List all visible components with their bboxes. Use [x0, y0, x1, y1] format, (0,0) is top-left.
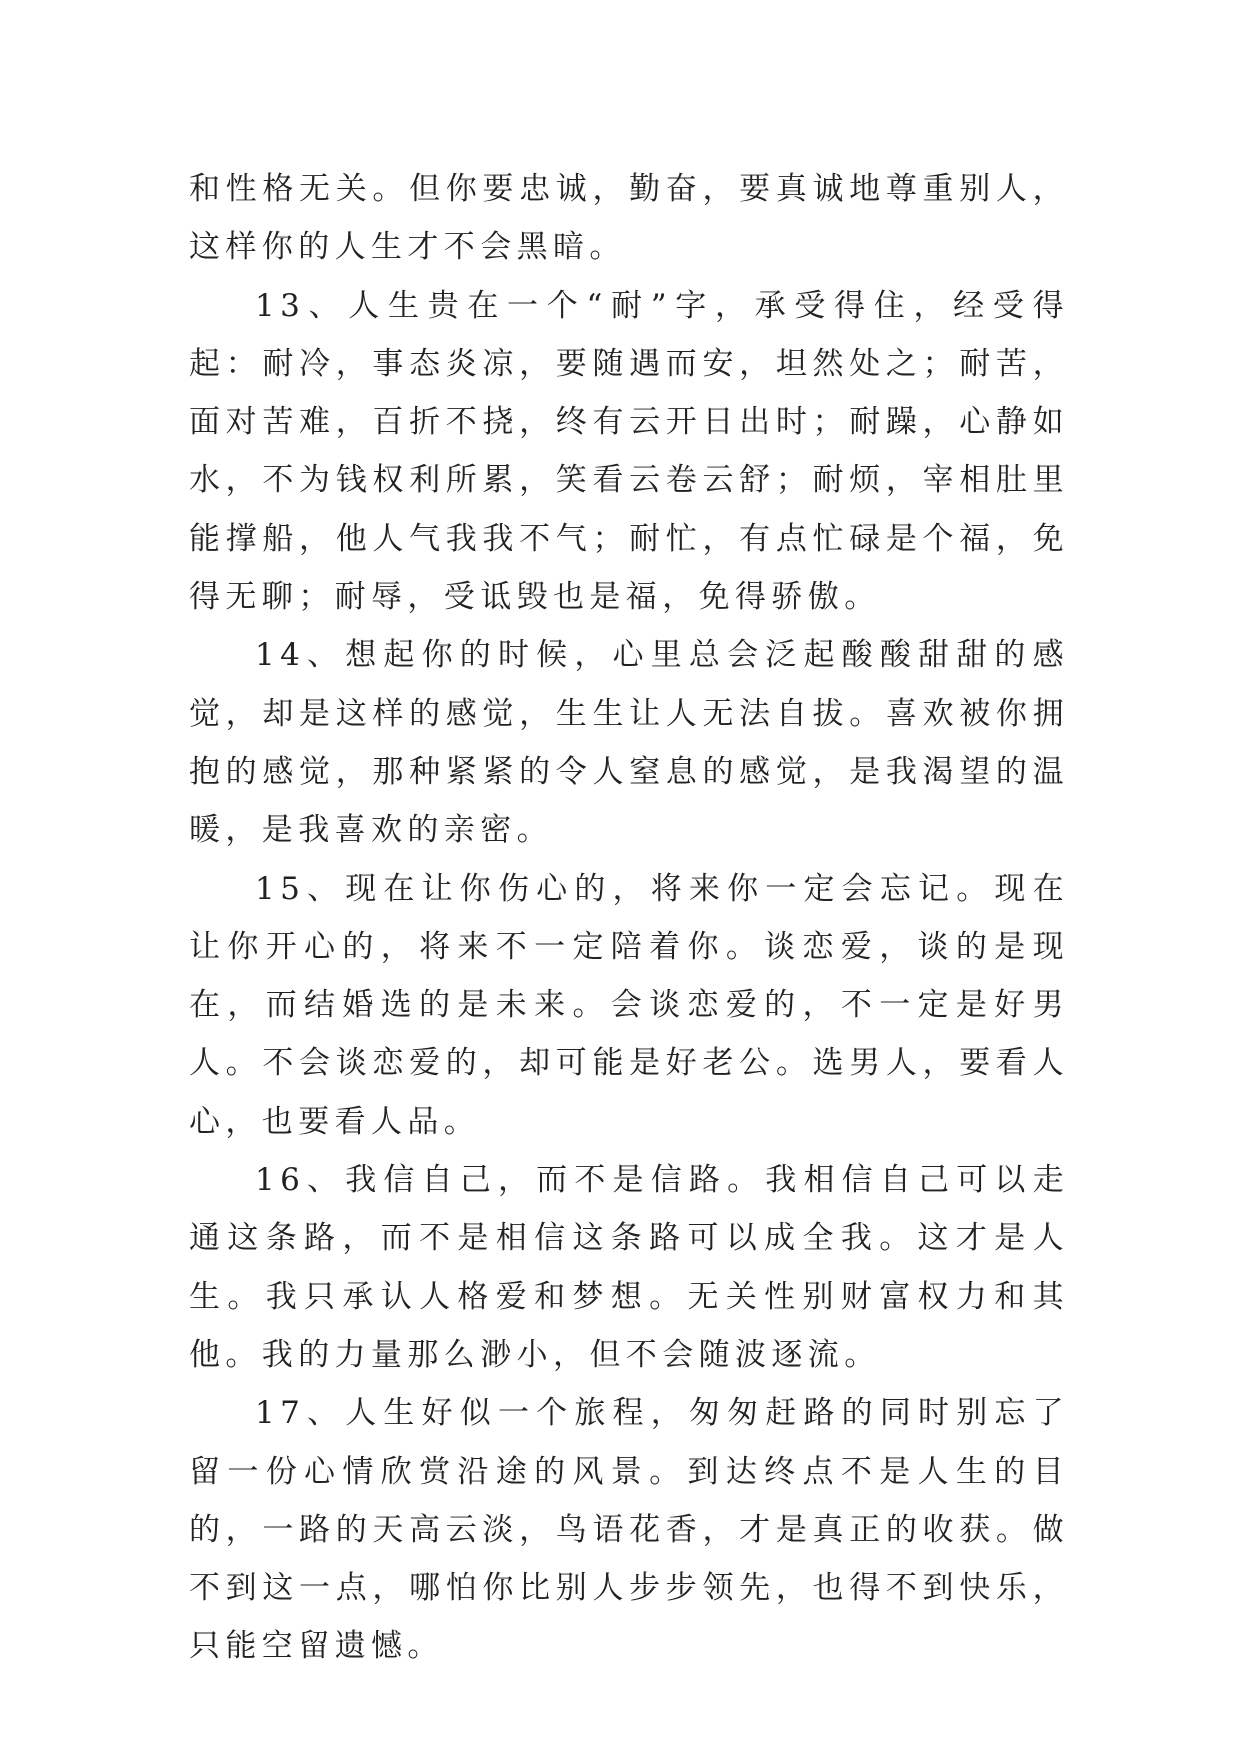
paragraph-14: 14、想起你的时候，心里总会泛起酸酸甜甜的感觉，却是这样的感觉，生生让人无法自拔。喜欢被你拥抱的感觉，那种紧紧的令人窒息的感觉，是我渴望的温暖，是我喜欢的亲密。 — [189, 637, 1069, 849]
paragraph-15: 15、现在让你伤心的，将来你一定会忘记。现在让你开心的，将来不一定陪着你。谈恋爱，谈的是现在，而结婚选的是未来。会谈恋爱的，不一定是好男人。不会谈恋爱的，却可能是好老公。选男人，要看人心，也要看人品。 — [189, 870, 1069, 1140]
paragraph-16: 16、我信自己，而不是信路。我相信自己可以走通这条路，而不是相信这条路可以成全我。这才是人生。我只承认人格爱和梦想。无关性别财富权力和其他。我的力量那么渺小，但不会随波逐流。 — [189, 1162, 1069, 1373]
paragraph-13: 13、人生贵在一个“耐”字，承受得住，经受得起：耐冷，事态炎凉，要随遇而安，坦然处之；耐苦，面对苦难，百折不挠，终有云开日出时；耐躁，心静如水，不为钱权利所累，笑看云卷云舒；耐烦，宰相肚里能撑船，他人气我我不气；耐忙，有点忙碌是个福，免得无聊；耐辱，受诋毁也是福，免得骄傲。 — [189, 287, 1069, 616]
paragraph-continued: 和性格无关。但你要忠诚，勤奋，要真诚地尊重别人，这样你的人生才不会黑暗。 — [189, 171, 1069, 266]
paragraph-17: 17、人生好似一个旅程，匆匆赶路的同时别忘了留一份心情欣赏沿途的风景。到达终点不是人生的目的，一路的天高云淡，鸟语花香，才是真正的收获。做不到这一点，哪怕你比别人步步领先，也得不到快乐，只能空留遗憾。 — [189, 1395, 1069, 1665]
document-body — [189, 160, 1069, 1676]
